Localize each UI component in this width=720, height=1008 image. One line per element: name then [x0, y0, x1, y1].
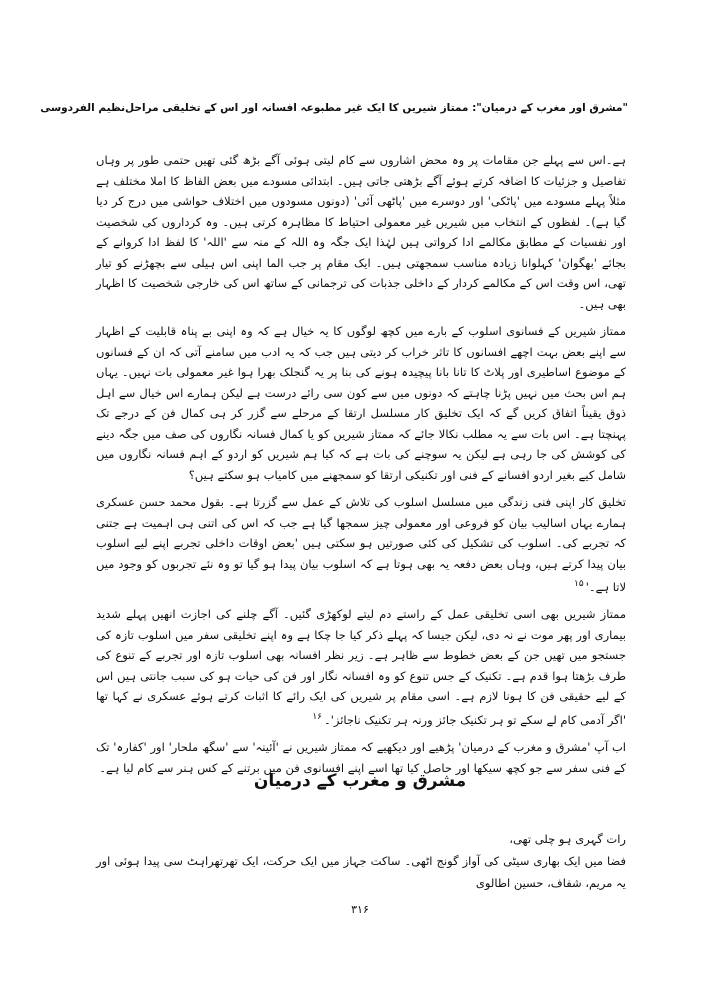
essay-body: [96, 150, 626, 785]
story-line-1: رات گہری ہو چلی تھی،: [509, 832, 626, 846]
footnote-marker-16[interactable]: ۱۶: [312, 711, 322, 722]
paragraph-4-text: ممتاز شیریں بھی اسی تخلیقی عمل کے راستے دم لیتے لوکھڑی گئیں۔ آگے چلنے کی اجازت انھیں پہلے شدید بیماری اور پھر موت نے نہ دی، لیکن جیسا کہ پہلے ذکر کیا جا چکا ہے وہ اپنے تخلیقی سفر میں اسلوب تازہ کی جستجو میں تھیں جن کے بعض خطوط سے ظاہر ہے۔ زیر نظر افسانہ بھی اسلوب تازہ اور تجربے کے تنوع کی طرف بڑھتا ہوا قدم ہے۔ تکنیک کے جس تنوع کو وہ افسانہ نگار اور فن کی حیات ہو کی سبب جانتی ہیں اس کے لیے حقیقی فن کا ہونا لازم ہے۔ اسی مقام پر شیریں کی ایک رائے کا اثبات کرتے ہوئے عسکری نے کہا تھا 'اگر آدمی کام لے سکے تو ہر تکنیک جائز ورنہ ہر تکنیک ناجائز'۔: [96, 607, 626, 727]
paragraph-3: [96, 492, 626, 597]
running-header: [40, 98, 628, 118]
header-title: "مشرق اور مغرب کے درمیان": ممتاز شیریں کا ایک غیر مطبوعہ افسانہ اور اس کے تخلیقی مراحل: [125, 102, 628, 114]
header-author: نظیم الفردوسی: [40, 102, 126, 114]
story-line-2: فضا میں ایک بھاری سیٹی کی آواز گونج اٹھی۔ ساکت جہاز میں ایک حرکت، ایک تھرتھراہٹ سی پیدا ہوئی اور یہ مریم، شفاف، حسین اطالوی: [96, 854, 626, 890]
paragraph-1: ہے۔اس سے پہلے جن مقامات پر وہ محض اشاروں سے کام لیتی ہوئی آگے بڑھ گئی تھیں حتمی طور پر وہاں تفاصیل و جزئیات کا اضافہ کرتے ہوئے آگے بڑھتی جاتی ہیں۔ ابتدائی مسودے میں بعض الفاظ کا املا مختلف ہے مثلاً پہلے مسودے میں 'پاٹکی' اور دوسرے میں 'پاٹھی آئی' (دونوں مسودوں میں اختلاف حواشی میں درج کر دیا گیا ہے)۔ لفظوں کے انتخاب میں شیریں غیر معمولی احتیاط کا مظاہرہ کرتی ہیں۔ وہ کرداروں کی شخصیت اور نفسیات کے مطابق مکالمے ادا کرواتی ہیں لہٰذا ایک جگہ وہ اللہ کے منہ سے 'اللہ' کا لفظ ادا کروانے کے بجائے 'بھگوان' کہلوانا زیادہ مناسب سمجھتی ہیں۔ ایک مقام پر جب الما اپنی اس ہیلی سے بچھڑنے کو تیار تھی، اس وقت اس کے مکالمے کردار کے داخلی جذبات کی ترجمانی کے ساتھ اس کی خارجی شخصیت کا اظہار بھی ہیں۔: [96, 153, 626, 311]
paragraph-3-text: تخلیق کار اپنی فنی زندگی میں مسلسل اسلوب کی تلاش کے عمل سے گزرتا ہے۔ بقول محمد حسن عسکری ہمارے یہاں اسالیب بیان کو فروعی اور معمولی چیز سمجھا گیا ہے جب کہ اس کی اتنی ہی اہمیت ہے جتنی کہ تجربے کی۔ اسلوب کی تشکیل کی کئی صورتیں ہو سکتی ہیں 'بعض اوقات داخلی تجربے اپنے لیے اسلوب بیان پیدا کرتے ہیں، وہاں بعض دفعہ یہ بھی ہوتا ہے کہ اسلوب بیان پیدا ہو گیا تو وہ نئے تجربوں کو وجود میں لاتا ہے۔': [96, 495, 626, 594]
paragraph-2: ممتاز شیریں کے فسانوی اسلوب کے بارے میں کچھ لوگوں کا یہ خیال ہے کہ وہ اپنی بے پناہ قابلیت کے اظہار سے اپنے بعض بہت اچھے افسانوں کا تاثر خراب کر دیتی ہیں جب کہ یہ ادب میں سامنے آتی کہ ان کے فسانوں کے موضوع اساطیری اور پلاٹ کا تانا بانا پیچیدہ ہونے کی بنا پر یہ گنجلک بھرا ہوا غیر معمولی بات نہیں۔ یہاں ہم اس بحث میں نہیں پڑنا چاہتے کہ دونوں میں سے کون سی رائے درست ہے لیکن ہمارے اس خیال سے اہل ذوق یقیناً اتفاق کریں گے کہ ایک تخلیق کار مسلسل ارتقا کے مرحلے سے گزر کر ہی کمال فن کے درجے تک پہنچتا ہے۔ اس بات سے یہ مطلب نکالا جائے کہ ممتاز شیریں کو یا کمال فسانہ نگاروں کی صف میں جگہ دینے کی کوشش کی جا رہی ہے لیکن یہ سوچنے کی بات ہے کہ کیا ہم شیریں کو اردو کے اہم فسانہ نگاروں میں شامل کیے بغیر اردو افسانے کے فنی اور تکنیکی ارتقا کو سمجھنے میں کامیاب ہو سکتے ہیں؟: [96, 324, 626, 482]
paragraph-5: اب آپ 'مشرق و مغرب کے درمیان' پڑھیے اور دیکھیے کہ ممتاز شیریں نے 'آئینہ' سے 'سگھ ملحار' اور 'کفارہ' تک کے فنی سفر سے جو کچھ سیکھا اور حاصل کیا تھا اسے اپنے افسانوی فن میں برتنے کے کس ہنر سے کام لیا ہے۔: [96, 740, 626, 775]
story-body: [96, 828, 626, 894]
page-number: ۳۱۶: [351, 903, 369, 916]
footnote-marker-15[interactable]: ۱۵: [574, 579, 584, 589]
story-title: مشرق و مغرب کے درمیان: [253, 771, 467, 791]
paragraph-4: [96, 604, 626, 730]
